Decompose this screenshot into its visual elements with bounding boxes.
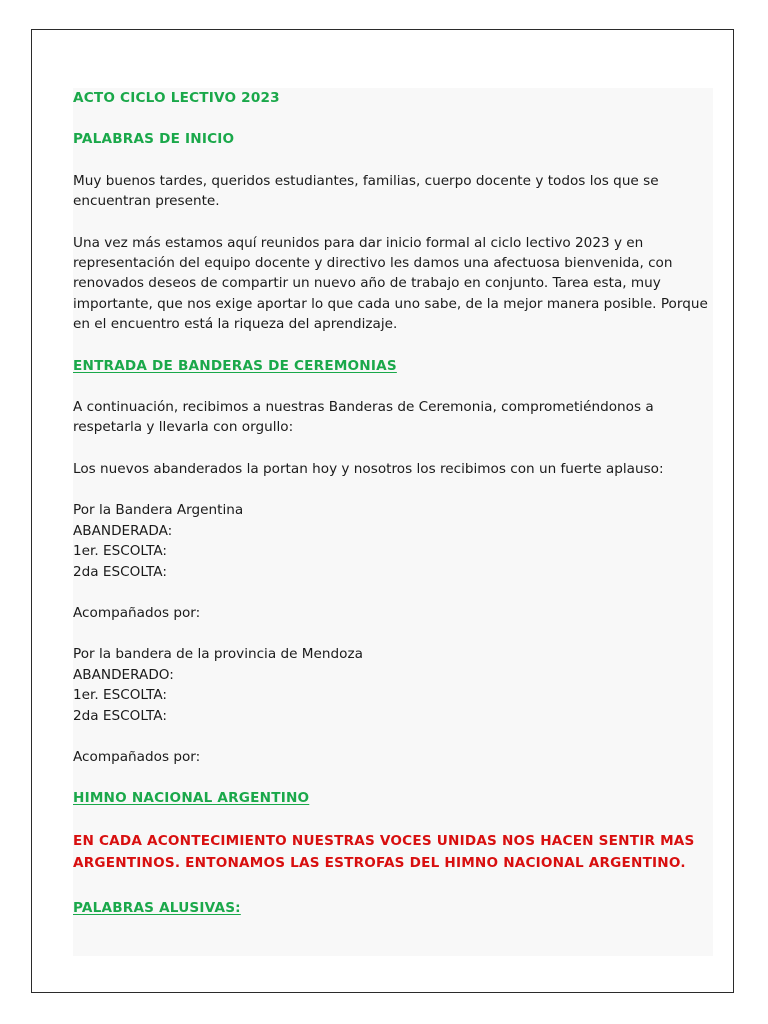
bandera-argentina-title: Por la Bandera Argentina: [73, 502, 244, 519]
document-body: [73, 88, 713, 956]
paragraph-saludo: Muy buenos tardes, queridos estudiantes, familias, cuerpo docente y todos los que se encuentran presente.: [73, 172, 659, 210]
himno-text: EN CADA ACONTECIMIENTO NUESTRAS VOCES UNIDAS NOS HACEN SENTIR MAS ARGENTINOS. ENTONAMOS LAS ESTROFAS DEL HIMNO NACIONAL ARGENTINO.: [73, 832, 695, 871]
bandera-argentina-escolta2: 2da ESCOLTA:: [73, 563, 167, 580]
heading-himno: HIMNO NACIONAL ARGENTINO: [73, 790, 310, 807]
bandera-argentina-escolta1: 1er. ESCOLTA:: [73, 543, 167, 560]
bandera-mendoza-abanderado: ABANDERADO:: [73, 666, 174, 683]
bandera-mendoza-escolta2: 2da ESCOLTA:: [73, 707, 167, 724]
paragraph-abanderados-aplauso: Los nuevos abanderados la portan hoy y nosotros los recibimos con un fuerte aplauso:: [73, 460, 664, 477]
bandera-mendoza-title: Por la bandera de la provincia de Mendoza: [73, 646, 363, 663]
bandera-argentina-abanderada: ABANDERADA:: [73, 522, 173, 539]
heading-palabras-inicio: PALABRAS DE INICIO: [73, 131, 235, 148]
bandera-mendoza-escolta1: 1er. ESCOLTA:: [73, 687, 167, 704]
document-title: ACTO CICLO LECTIVO 2023: [73, 90, 280, 106]
heading-palabras-alusivas: PALABRAS ALUSIVAS:: [73, 899, 241, 916]
bandera-mendoza-acompanados: Acompañados por:: [73, 748, 201, 765]
paragraph-bienvenida: Una vez más estamos aquí reunidos para dar inicio formal al ciclo lectivo 2023 y en representación del equipo docente y directivo les damos una afectuosa bienvenida, con renovados deseos de compartir un nuevo año de trabajo en conjunto. Tarea esta, muy importante, que nos exige aportar lo que cada uno sabe, de la mejor manera posible. Porque en el encuentro está la riqueza del aprendizaje.: [73, 234, 708, 333]
bandera-argentina-acompanados: Acompañados por:: [73, 604, 201, 621]
paragraph-banderas-intro: A continuación, recibimos a nuestras Banderas de Ceremonia, comprometiéndonos a respetarla y llevarla con orgullo:: [73, 399, 654, 436]
heading-entrada-banderas: ENTRADA DE BANDERAS DE CEREMONIAS: [73, 357, 397, 374]
